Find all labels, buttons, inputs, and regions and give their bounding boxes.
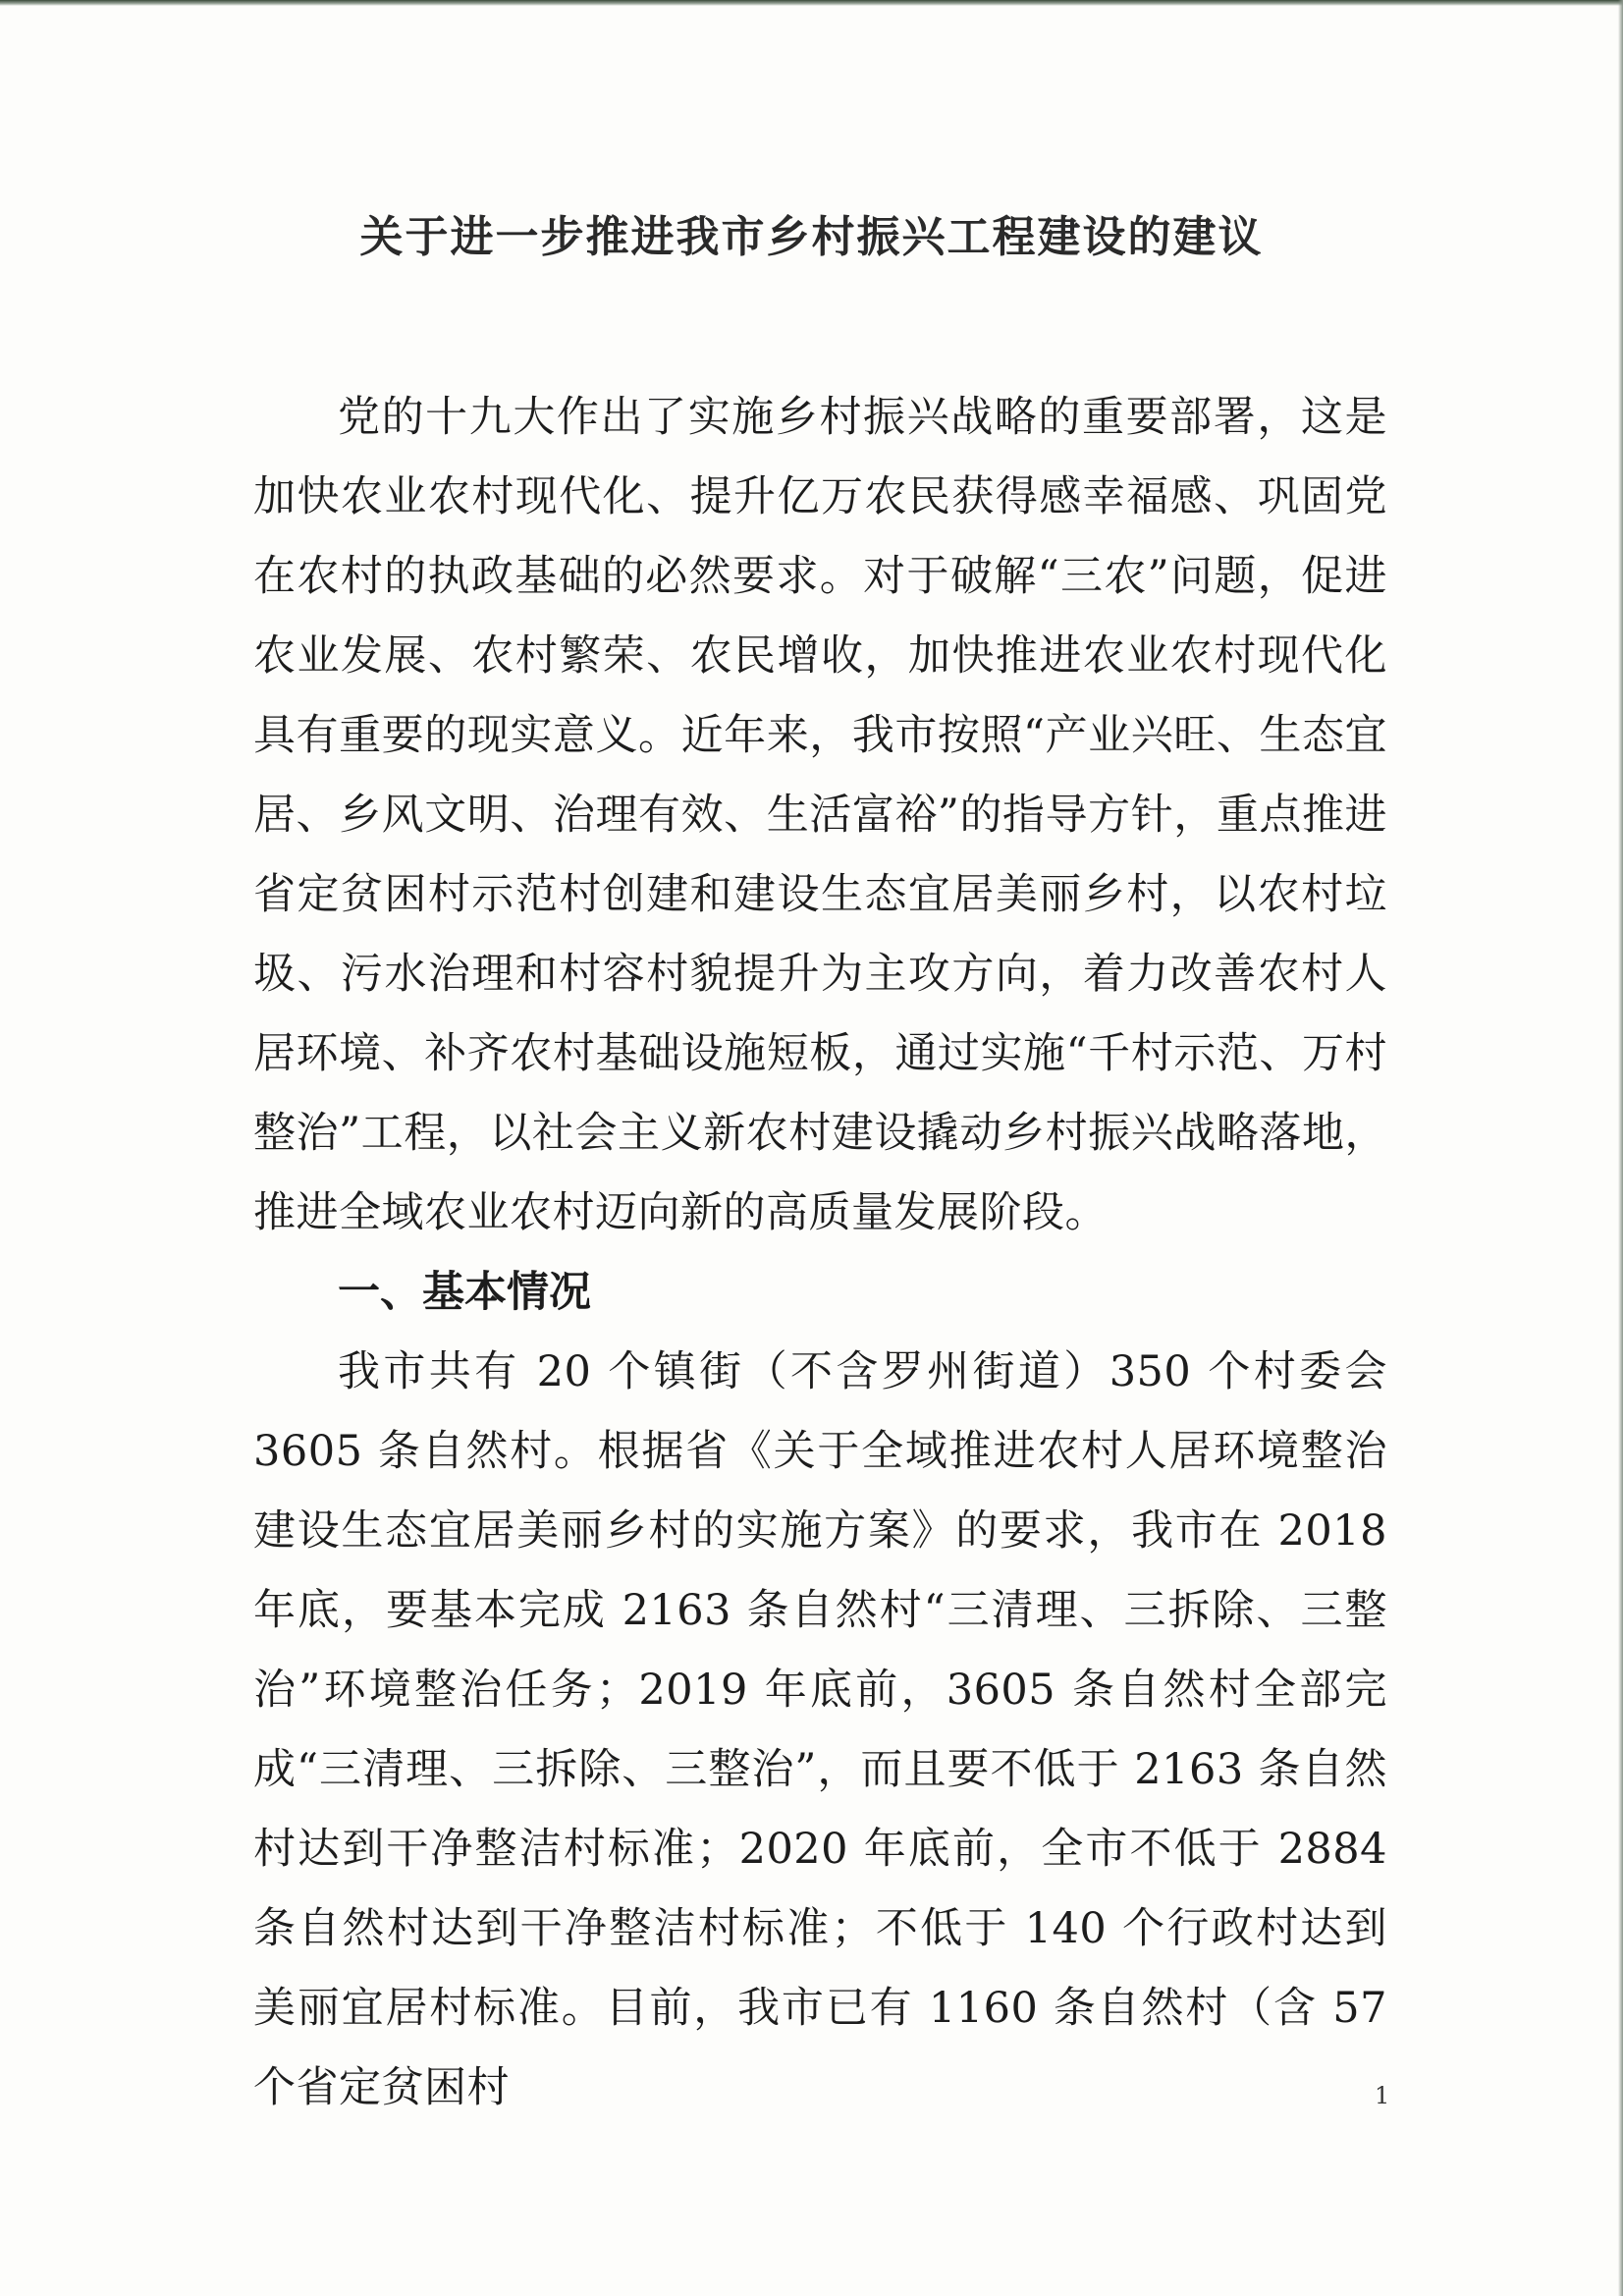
page-number: 1 (1375, 2082, 1390, 2109)
scan-right-edge (1618, 0, 1623, 2296)
document-body (253, 378, 1390, 2128)
basic-situation-paragraph: 我市共有 20 个镇街（不含罗州街道）350 个村委会 3605 条自然村。根据省《关于全域推进农村人居环境整治建设生态宜居美丽乡村的实施方案》的要求，我市在 2018 年底，要基本完成 2163 条自然村“三清理、三拆除、三整治”环境整治任务；2019 年底前，3605 条自然村全部完成“三清理、三拆除、三整治”，而且要不低于 2163 条自然村达到干净整洁村标准；2020 年底前，全市不低于 2884 条自然村达到干净整洁村标准；不低于 140 个行政村达到美丽宜居村标准。目前，我市已有 1160 条自然村（含 57 个省定贫困村 (253, 1347, 1387, 2112)
scan-top-edge (0, 0, 1623, 6)
document-title: 关于进一步推进我市乡村振兴工程建设的建议 (359, 212, 1264, 262)
section-heading-basic-situation: 一、基本情况 (338, 1268, 591, 1317)
intro-paragraph: 党的十九大作出了实施乡村振兴战略的重要部署，这是加快农业农村现代化、提升亿万农民获得感幸福感、巩固党在农村的执政基础的必然要求。对于破解“三农”问题，促进农业发展、农村繁荣、农民增收，加快推进农业农村现代化具有重要的现实意义。近年来，我市按照“产业兴旺、生态宜居、乡风文明、治理有效、生活富裕”的指导方针，重点推进省定贫困村示范村创建和建设生态宜居美丽乡村，以农村垃圾、污水治理和村容村貌提升为主攻方向，着力改善农村人居环境、补齐农村基础设施短板，通过实施“千村示范、万村整治”工程，以社会主义新农村建设撬动乡村振兴战略落地，推进全域农业农村迈向新的高质量发展阶段。 (253, 393, 1387, 1237)
